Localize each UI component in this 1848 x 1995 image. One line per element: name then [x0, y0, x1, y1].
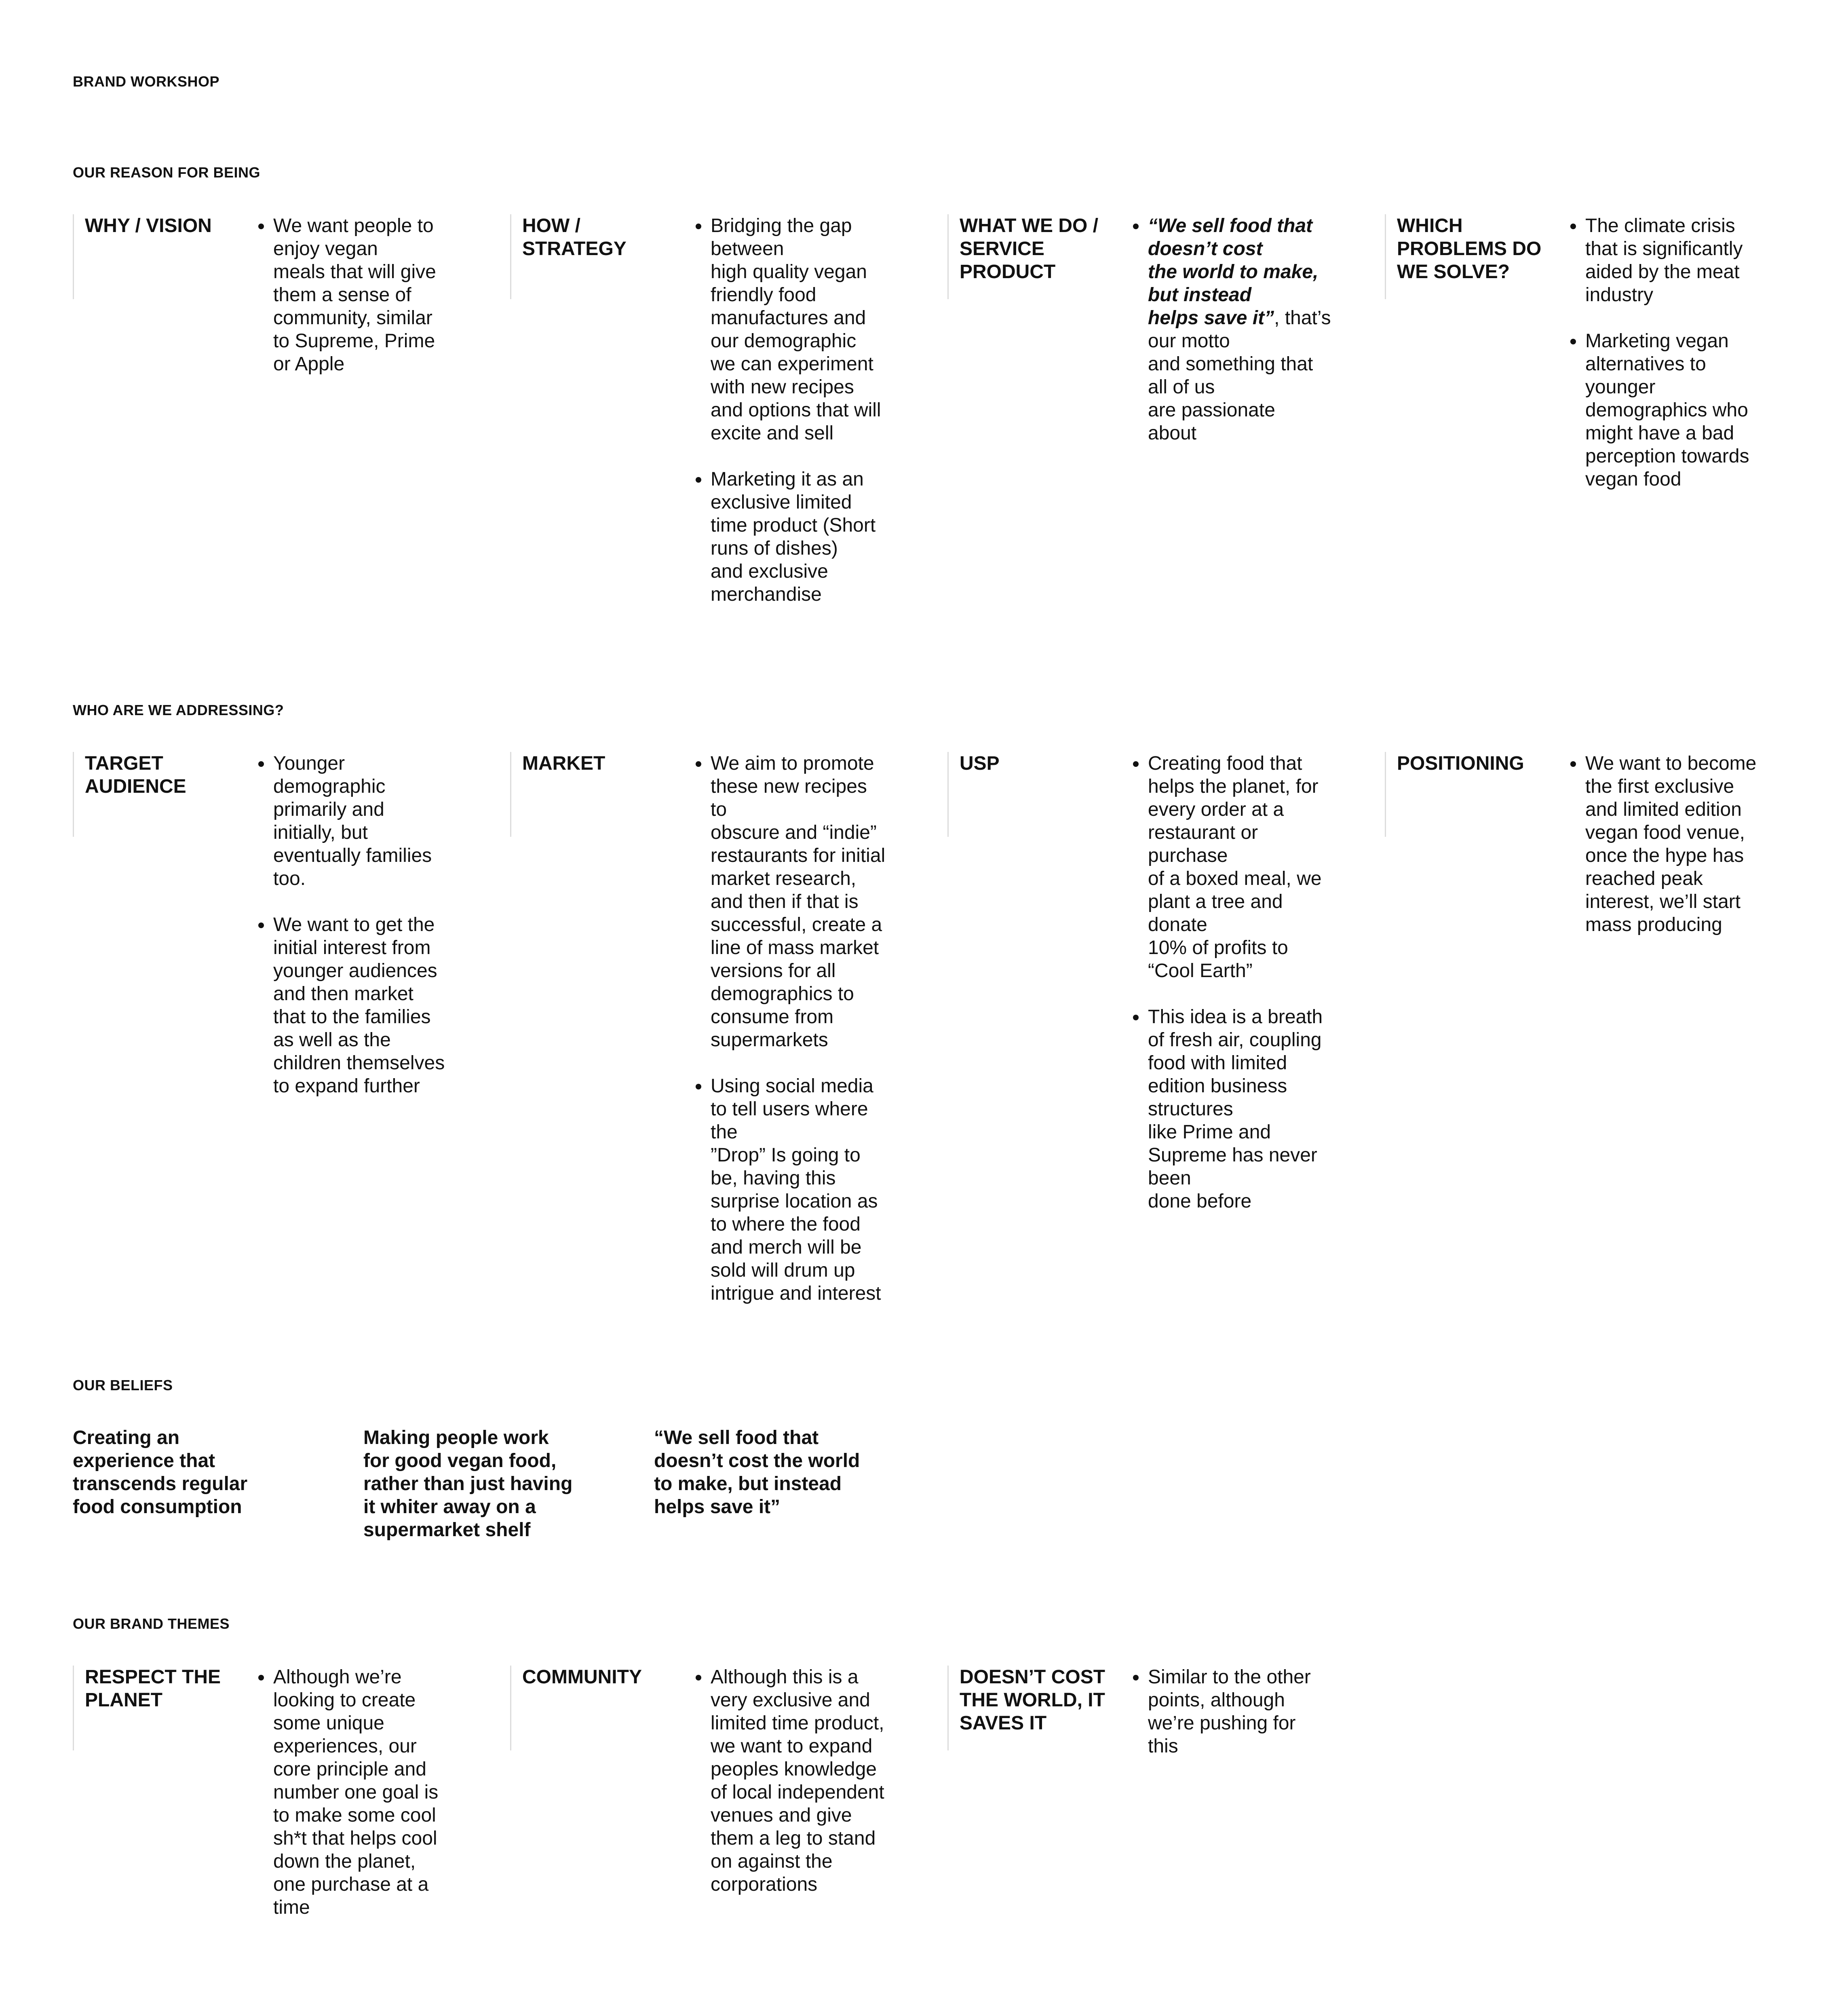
- card-label: WHY / VISION: [73, 214, 243, 299]
- card-label: WHAT WE DO / SERVICE PRODUCT: [947, 214, 1117, 299]
- bullet-point: • Similar to the other points, although we’re pushing for this: [1147, 1666, 1373, 1758]
- bullet-point: [1147, 214, 1373, 445]
- bullet-point: • Bridging the gap between high quality vegan friendly food manufactures and our demographic we can experiment with new recipes and options that will excite and sell: [710, 214, 936, 445]
- bullet-list: [1564, 214, 1811, 491]
- bullet-point: • Using social media to tell users where the ”Drop” Is going to be, having this surprise location as to where the food and merch will be sold will drum up intrigue and interest: [710, 1075, 936, 1305]
- bullet-point: • We aim to promote these new recipes to obscure and “indie” restaurants for initial market research, and then if that is successful, create a line of mass market versions for all demographics to consume from supermarkets: [710, 752, 936, 1051]
- bullet-point: • Younger demographic primarily and initially, but eventually families too.: [272, 752, 499, 890]
- belief-statement: Making people work for good vegan food, rather than just having it whiter away on a supermarket shelf: [363, 1427, 573, 1541]
- bullet-list: [1564, 752, 1811, 936]
- section-heading-addressing: WHO ARE WE ADDRESSING?: [73, 702, 284, 718]
- section-heading-reason: OUR REASON FOR BEING: [73, 164, 261, 181]
- bullet-point: • The climate crisis that is significantly aided by the meat industry: [1584, 214, 1811, 306]
- bullet-point: • Marketing it as an exclusive limited time product (Short runs of dishes) and exclusive merchandise: [710, 468, 936, 606]
- document-title: BRAND WORKSHOP: [73, 73, 219, 90]
- bullet-point: • We want to become the first exclusive and limited edition vegan food venue, once the hype has reached peak interest, we’ll start mass producing: [1584, 752, 1811, 936]
- bullet-point: • Marketing vegan alternatives to younger demographics who might have a bad perception towards vegan food: [1584, 329, 1811, 491]
- section-heading-beliefs: OUR BELIEFS: [73, 1377, 173, 1393]
- bullet-list: [1127, 214, 1373, 445]
- belief-statement: “We sell food that doesn’t cost the world to make, but instead helps save it”: [654, 1427, 860, 1518]
- bullet-list: [690, 752, 936, 1305]
- card-label: POSITIONING: [1385, 752, 1555, 837]
- bullet-point: • Creating food that helps the planet, for every order at a restaurant or purchase of a boxed meal, we plant a tree and donate 10% of profits to “Cool Earth”: [1147, 752, 1373, 982]
- bullet-list: [1127, 1666, 1373, 1758]
- bullet-list: [690, 1666, 936, 1896]
- card-label: MARKET: [510, 752, 680, 837]
- motto-rest: , that’s our motto and something that all of us are passionate about: [1148, 307, 1331, 444]
- bullet-point: • Although this is a very exclusive and limited time product, we want to expand peoples knowledge of local independent venues and give them a leg to stand on against the corporations: [710, 1666, 936, 1896]
- belief-statement: Creating an experience that transcends regular food consumption: [73, 1427, 248, 1518]
- card-label: WHICH PROBLEMS DO WE SOLVE?: [1385, 214, 1555, 299]
- bullet-list: [1127, 752, 1373, 1213]
- motto-emphasis: “We sell food that doesn’t cost the world to make, but instead helps save it”: [1148, 215, 1318, 329]
- card-label: DOESN’T COST THE WORLD, IT SAVES IT: [947, 1666, 1117, 1750]
- section-heading-themes: OUR BRAND THEMES: [73, 1615, 230, 1632]
- card-label: TARGET AUDIENCE: [73, 752, 243, 837]
- bullet-point: • We want people to enjoy vegan meals that will give them a sense of community, similar to Supreme, Prime or Apple: [272, 214, 499, 376]
- bullet-list: [252, 1666, 499, 1919]
- bullet-list: [252, 752, 499, 1098]
- bullet-list: [690, 214, 936, 606]
- card-label: HOW / STRATEGY: [510, 214, 680, 299]
- card-label: USP: [947, 752, 1117, 837]
- bullet-point: • Although we’re looking to create some unique experiences, our core principle and number one goal is to make some cool sh*t that helps cool down the planet, one purchase at a time: [272, 1666, 499, 1919]
- card-label: COMMUNITY: [510, 1666, 680, 1750]
- card-label: RESPECT THE PLANET: [73, 1666, 243, 1750]
- bullet-list: [252, 214, 499, 376]
- bullet-point: • We want to get the initial interest from younger audiences and then market that to the families as well as the children themselves to expand further: [272, 913, 499, 1098]
- bullet-point: • This idea is a breath of fresh air, coupling food with limited edition business structures like Prime and Supreme has never been done before: [1147, 1005, 1373, 1213]
